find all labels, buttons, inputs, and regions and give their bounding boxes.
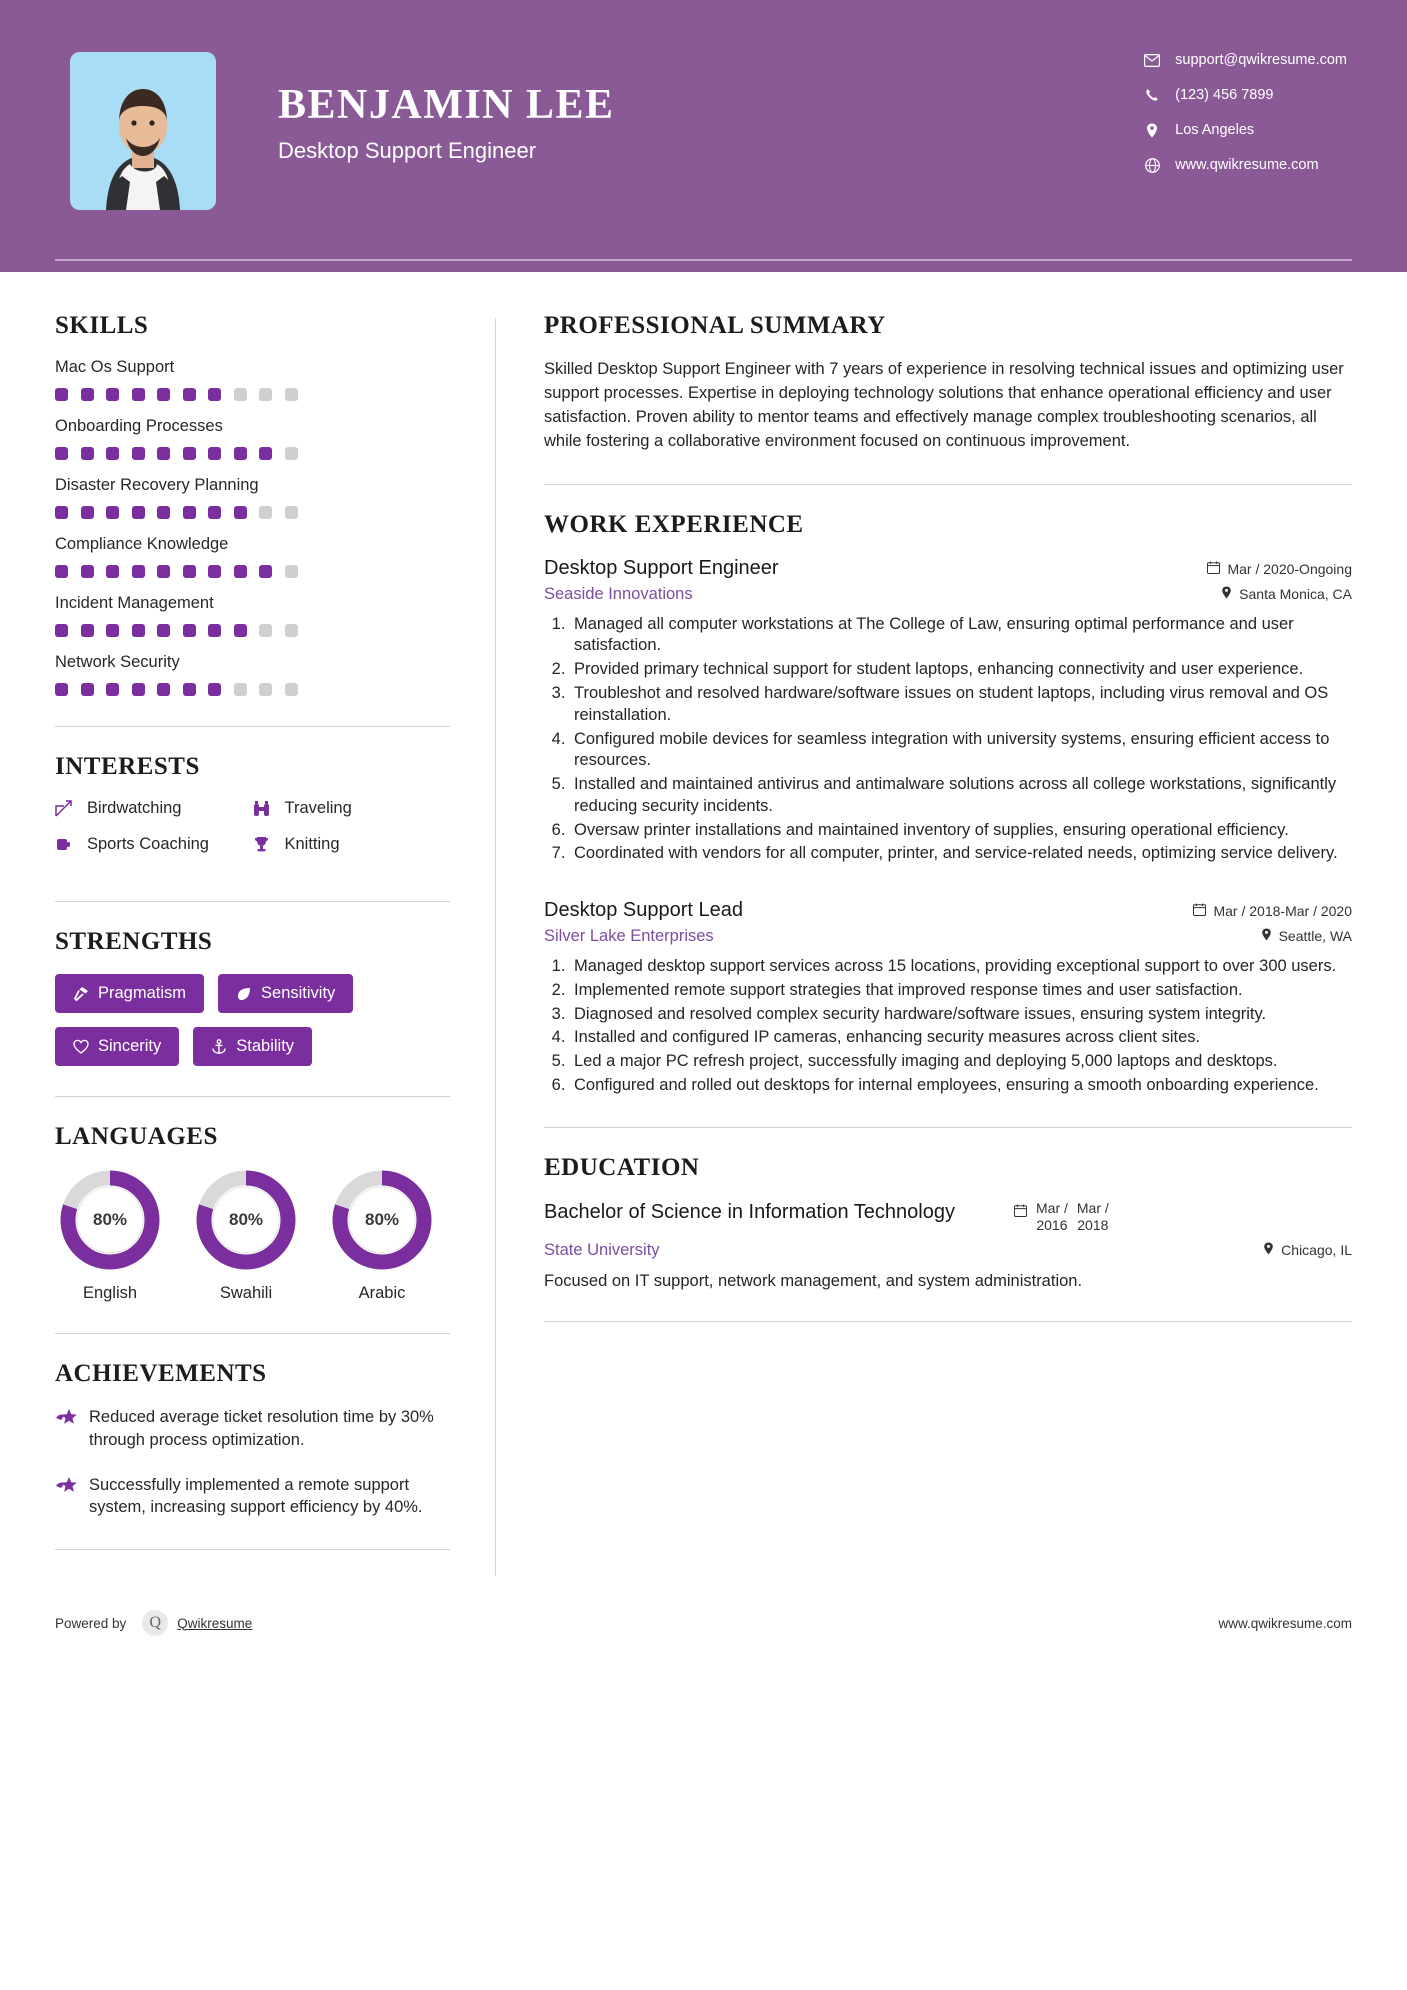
bullet: 1. Managed desktop support services across 15 locations, providing exceptional support to over 300 users. [570, 956, 1352, 978]
education-start-month: Mar / [1036, 1199, 1068, 1216]
skill-rating [55, 624, 450, 637]
language-percent: 80% [228, 1210, 264, 1229]
language-name: Swahili [219, 1284, 273, 1302]
skill-item [55, 417, 450, 460]
interest-item [253, 799, 451, 818]
divider [55, 1096, 450, 1097]
divider [55, 726, 450, 727]
interest-label: Sports Coaching [87, 835, 209, 853]
binoculars-icon [253, 800, 279, 817]
hammer-icon [73, 986, 89, 1002]
qwikresume-brand[interactable] [142, 1610, 252, 1636]
skill-item [55, 476, 450, 519]
job-title: Desktop Support Lead [544, 899, 744, 922]
footer-website[interactable]: www.qwikresume.com [1218, 1615, 1352, 1631]
bullet: 6. Oversaw printer installations and maintained inventory of supplies, ensuring operational efficiency. [570, 820, 1352, 842]
skill-label: Mac Os Support [55, 358, 175, 376]
right-column [496, 312, 1352, 1576]
bullet: 3. Troubleshot and resolved hardware/software issues on student laptops, including virus removal and OS reinstallation. [570, 683, 1352, 727]
language-percent: 80% [92, 1210, 128, 1229]
skill-label: Incident Management [55, 594, 214, 612]
skill-label: Onboarding Processes [55, 417, 223, 435]
anchor-icon [211, 1039, 227, 1055]
name-block [278, 52, 615, 164]
job-location [1221, 586, 1352, 602]
contact-website-text: www.qwikresume.com [1175, 157, 1319, 173]
strengths-list [55, 974, 450, 1066]
summary-text: Skilled Desktop Support Engineer with 7 years of experience in resolving technical issues and optimizing user support processes. Expertise in deploying technology solutions that enhance operational efficiency and user satisfaction. Proven ability to mentor teams and effectively manage complex troubleshooting scenarios, all while fostering a collaborative environment focused on continuous improvement. [544, 360, 1344, 450]
contact-website[interactable] [1139, 157, 1347, 173]
contact-phone-text: (123) 456 7899 [1175, 87, 1274, 103]
languages-heading: LANGUAGES [55, 1123, 218, 1150]
language-progress-ring [331, 1169, 433, 1271]
language-name: English [82, 1284, 138, 1302]
divider [544, 484, 1352, 485]
bullet: 5. Installed and maintained antivirus and antimalware solutions across all college workstations, significantly reducing security incidents. [570, 774, 1352, 818]
feather-pen-icon [55, 800, 81, 817]
contact-email-text: support@qwikresume.com [1175, 52, 1347, 68]
job-bullets [544, 614, 1352, 865]
strength-label: Sensitivity [261, 984, 336, 1002]
interest-label: Traveling [284, 799, 352, 817]
job-location-text: Santa Monica, CA [1239, 585, 1352, 602]
powered-by-label: Powered by [55, 1615, 127, 1631]
language-name: Arabic [358, 1284, 406, 1302]
location-pin-icon [1261, 928, 1272, 944]
divider [544, 1321, 1352, 1322]
education-end-month: Mar / [1076, 1199, 1109, 1216]
leaf-icon [236, 986, 252, 1002]
strength-item [55, 974, 204, 1013]
interest-label: Birdwatching [87, 799, 182, 817]
location-pin-icon [1221, 586, 1232, 602]
contact-location[interactable] [1139, 122, 1347, 138]
interest-item [55, 835, 253, 854]
achievement-item [55, 1474, 450, 1520]
job-role: Desktop Support Engineer [278, 138, 537, 164]
job-dates-text: Mar / 2020-Ongoing [1227, 560, 1352, 577]
bullet: 5. Led a major PC refresh project, successfully imaging and deploying 5,000 laptops and desktops. [570, 1051, 1352, 1073]
language-progress-ring [59, 1169, 161, 1271]
skill-label: Disaster Recovery Planning [55, 476, 259, 494]
job-dates [1193, 903, 1352, 919]
strength-item [218, 974, 353, 1013]
calendar-icon [1014, 1200, 1027, 1220]
experience-item [544, 899, 1352, 1097]
strength-item [193, 1027, 312, 1066]
qwikresume-logo-icon: Q [142, 1610, 168, 1636]
skill-rating [55, 388, 450, 401]
bullet: 6. Configured and rolled out desktops for internal employees, ensuring a smooth onboarding experience. [570, 1075, 1352, 1097]
skill-label: Network Security [55, 653, 180, 671]
language-progress-ring [195, 1169, 297, 1271]
bullet: 2. Provided primary technical support for student laptops, enhancing connectivity and user experience. [570, 659, 1352, 681]
languages-list [55, 1169, 450, 1303]
skill-rating [55, 683, 450, 696]
skill-label: Compliance Knowledge [55, 535, 229, 553]
divider [55, 1549, 450, 1550]
skill-rating [55, 506, 450, 519]
contact-location-text: Los Angeles [1175, 122, 1255, 138]
star-badge-icon [55, 1406, 89, 1452]
heart-icon [73, 1039, 89, 1054]
education-dates [1014, 1200, 1109, 1234]
contact-phone[interactable] [1139, 87, 1347, 103]
globe-icon [1139, 158, 1165, 173]
skills-heading: SKILLS [55, 312, 149, 339]
interest-item [253, 835, 451, 854]
job-dates [1207, 561, 1352, 577]
job-location-text: Seattle, WA [1278, 928, 1352, 945]
bullet: 1. Managed all computer workstations at The College of Law, ensuring optimal performance and user satisfaction. [570, 614, 1352, 658]
avatar [70, 52, 216, 210]
strengths-heading: STRENGTHS [55, 928, 213, 955]
job-company: Seaside Innovations [544, 584, 693, 603]
skill-item [55, 594, 450, 637]
resume-header [0, 0, 1407, 272]
interests-heading: INTERESTS [55, 753, 200, 780]
language-item [191, 1169, 301, 1303]
summary-heading: PROFESSIONAL SUMMARY [544, 312, 886, 339]
bullet: 2. Implemented remote support strategies that improved response times and user satisfaction. [570, 980, 1352, 1002]
job-bullets [544, 956, 1352, 1097]
trophy-icon [253, 836, 279, 853]
qwikresume-brand-name: Qwikresume [177, 1615, 253, 1631]
bullet: 3. Diagnosed and resolved complex security hardware/software issues, ensuring system integrity. [570, 1004, 1352, 1026]
whistle-icon [55, 836, 81, 853]
interest-item [55, 799, 253, 818]
calendar-icon [1207, 561, 1220, 577]
education-degree: Bachelor of Science in Information Technology [544, 1200, 955, 1223]
achievement-text: Reduced average ticket resolution time by 30% through process optimization. [89, 1408, 434, 1449]
interests-list [55, 799, 450, 871]
education-location-text: Chicago, IL [1281, 1242, 1352, 1259]
achievement-item [55, 1406, 450, 1452]
education-description: Focused on IT support, network management, and system administration. [544, 1272, 1083, 1291]
experience-heading: WORK EXPERIENCE [544, 510, 804, 538]
language-percent: 80% [364, 1210, 400, 1229]
skill-item [55, 358, 450, 401]
language-item [327, 1169, 437, 1303]
left-column [55, 312, 495, 1576]
education-end-year: 2018 [1077, 1216, 1109, 1233]
skill-rating [55, 565, 450, 578]
education-location [1263, 1242, 1352, 1258]
job-location [1261, 928, 1352, 944]
skill-item [55, 653, 450, 696]
divider [55, 1333, 450, 1334]
experience-item [544, 557, 1352, 865]
education-heading: EDUCATION [544, 1153, 700, 1181]
education-school: State University [544, 1241, 660, 1260]
bullet: 4. Installed and configured IP cameras, enhancing security measures across client sites. [570, 1027, 1352, 1049]
education-start-year: 2016 [1036, 1216, 1068, 1233]
footer [0, 1610, 1407, 1636]
job-dates-text: Mar / 2018-Mar / 2020 [1213, 903, 1352, 920]
bullet: 7. Coordinated with vendors for all computer, printer, and service-related needs, optimizing service delivery. [570, 843, 1352, 865]
strength-label: Sincerity [98, 1037, 162, 1055]
strength-label: Stability [236, 1037, 295, 1055]
achievements-heading: ACHIEVEMENTS [55, 1360, 267, 1387]
contact-list [1139, 52, 1347, 192]
skill-rating [55, 447, 450, 460]
achievement-text: Successfully implemented a remote support system, increasing support efficiency by 40%. [89, 1475, 423, 1517]
strength-label: Pragmatism [98, 984, 187, 1002]
bullet: 4. Configured mobile devices for seamless integration with university systems, ensuring efficient access to resources. [570, 729, 1352, 773]
page-title: BENJAMIN LEE [278, 82, 615, 128]
calendar-icon [1193, 903, 1206, 919]
language-item [55, 1169, 165, 1303]
job-company: Silver Lake Enterprises [544, 927, 714, 946]
divider [544, 1127, 1352, 1128]
resume-body [0, 272, 1407, 1576]
interest-label: Knitting [284, 835, 340, 853]
education-item [544, 1200, 1352, 1292]
envelope-icon [1139, 54, 1165, 67]
divider [55, 901, 450, 902]
strength-item [55, 1027, 179, 1066]
job-title: Desktop Support Engineer [544, 556, 779, 579]
location-pin-icon [1263, 1242, 1274, 1258]
phone-icon [1139, 88, 1165, 102]
skill-item [55, 535, 450, 578]
star-badge-icon [55, 1474, 89, 1520]
contact-email[interactable] [1139, 52, 1347, 68]
location-pin-icon [1139, 123, 1165, 138]
